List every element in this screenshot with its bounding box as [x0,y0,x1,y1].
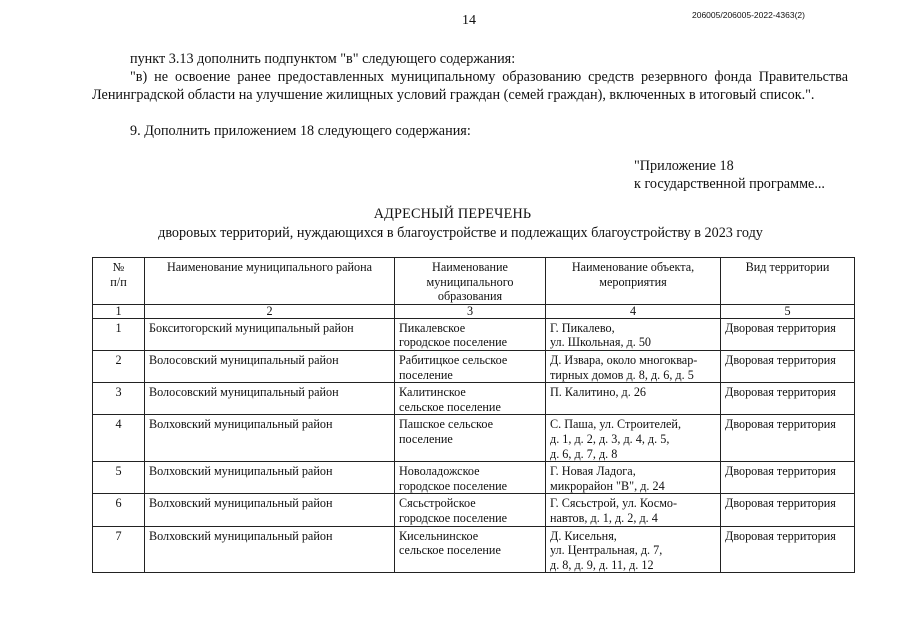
row-number-cell: 5 [93,462,145,494]
municipality-line: поселение [399,431,453,446]
municipality-line: городское поселение [399,335,508,350]
municipality-cell [395,318,546,350]
municipality-line: Пикалевское [399,320,466,335]
municipality-cell [395,350,546,382]
paragraph-subclause-v: "в) не освоение ранее предоставленных муниципальному образованию средств резервного фонда Правительства Ленинградской области на улучшение жилищных условий граждан (семей граждан), включенных в итоговый список.". [92,69,848,103]
row-number-cell: 7 [93,526,145,573]
document-title: АДРЕСНЫЙ ПЕРЕЧЕНЬ [373,206,532,222]
district-cell: Бокситогорский муниципальный район [145,318,395,350]
object-cell [546,383,721,415]
object-line: тирных домов д. 8, д. 6, д. 5 [550,367,694,382]
table-row [93,415,855,462]
document-subtitle: дворовых территорий, нуждающихся в благоустройстве и подлежащих благоустройству в 2023 году [158,225,763,241]
object-line: С. Паша, ул. Строителей, [550,417,682,432]
object-line: Г. Пикалево, [550,320,615,335]
municipality-cell [395,526,546,573]
object-cell [546,350,721,382]
header-municipality [395,258,546,305]
header-number [93,258,145,305]
row-number-cell: 2 [93,350,145,382]
municipality-line: Пашское сельское [399,417,493,432]
column-number: 1 [93,304,145,318]
page-number: 14 [462,13,476,28]
municipality-line: Рабитицкое сельское [399,352,508,367]
municipality-line: Калитинское [399,385,466,400]
municipality-line: Сясьстройское [399,496,476,511]
document-code: 206005/206005-2022-4363(2) [692,10,805,20]
object-line: д. 1, д. 2, д. 3, д. 4, д. 5, [550,431,670,446]
header-number-line-1: № [112,260,125,274]
territory-type-cell: Дворовая территория [721,494,855,526]
header-district-text: Наименование муниципального района [166,260,373,274]
municipality-line: поселение [399,367,453,382]
column-number: 5 [721,304,855,318]
territory-type-cell: Дворовая территория [721,350,855,382]
column-number: 3 [395,304,546,318]
object-line: Г. Новая Ладога, [550,464,636,479]
header-object-line-1: Наименование объекта, [571,260,695,274]
object-line: Д. Кисельня, [550,528,617,543]
territory-type-cell: Дворовая территория [721,383,855,415]
municipality-line: городское поселение [399,510,508,525]
table-row [93,494,855,526]
municipality-line: сельское поселение [399,399,501,414]
object-cell [546,318,721,350]
municipality-cell [395,494,546,526]
table-row [93,318,855,350]
object-cell [546,415,721,462]
municipality-cell [395,462,546,494]
appendix-line-2: к государственной программе... [634,176,825,192]
header-municipality-line-1: Наименование [432,260,508,274]
object-line: навтов, д. 1, д. 2, д. 4 [550,510,658,525]
header-municipality-line-2: муниципального [426,274,514,289]
column-number: 4 [546,304,721,318]
object-line: ул. Центральная, д. 7, [550,543,663,558]
table-row [93,350,855,382]
row-number-cell: 3 [93,383,145,415]
object-line: д. 8, д. 9, д. 11, д. 12 [550,557,654,572]
object-line: ул. Школьная, д. 50 [550,335,652,350]
district-cell: Волосовский муниципальный район [145,350,395,382]
district-cell: Волховский муниципальный район [145,415,395,462]
municipality-line: сельское поселение [399,543,501,558]
header-territory-type-text: Вид территории [745,260,830,274]
header-district [145,258,395,305]
object-line: д. 6, д. 7, д. 8 [550,446,618,461]
municipality-line: городское поселение [399,478,508,493]
table-header-row [93,258,855,305]
header-municipality-line-3: образования [437,289,503,304]
object-cell [546,462,721,494]
territory-type-cell: Дворовая территория [721,318,855,350]
municipality-cell [395,383,546,415]
district-cell: Волховский муниципальный район [145,526,395,573]
object-line: Г. Сясьстрой, ул. Космо- [550,496,678,511]
column-numbers-row [93,304,855,318]
header-object-line-2: мероприятия [599,274,667,289]
territory-type-cell: Дворовая территория [721,462,855,494]
header-object [546,258,721,305]
district-cell: Волосовский муниципальный район [145,383,395,415]
appendix-line-1: "Приложение 18 [634,158,734,174]
municipality-cell [395,415,546,462]
paragraph-clause-3-13: пункт 3.13 дополнить подпунктом "в" следующего содержания: [130,51,516,67]
row-number-cell: 4 [93,415,145,462]
object-line: Д. Извара, около многоквар- [550,352,698,367]
object-cell [546,526,721,573]
address-list-table [92,257,855,573]
object-line: микрорайон "В", д. 24 [550,478,665,493]
municipality-line: Новоладожское [399,464,480,479]
table-row [93,383,855,415]
district-cell: Волховский муниципальный район [145,494,395,526]
column-number: 2 [145,304,395,318]
paragraph-item-9: 9. Дополнить приложением 18 следующего содержания: [130,123,471,139]
header-number-line-2: п/п [110,274,127,289]
row-number-cell: 6 [93,494,145,526]
header-territory-type [721,258,855,305]
territory-type-cell: Дворовая территория [721,415,855,462]
municipality-line: Кисельнинское [399,528,479,543]
object-line: П. Калитино, д. 26 [550,385,647,400]
table-row [93,462,855,494]
table-row [93,526,855,573]
row-number-cell: 1 [93,318,145,350]
district-cell: Волховский муниципальный район [145,462,395,494]
territory-type-cell: Дворовая территория [721,526,855,573]
appendix-reference [634,157,825,193]
object-cell [546,494,721,526]
